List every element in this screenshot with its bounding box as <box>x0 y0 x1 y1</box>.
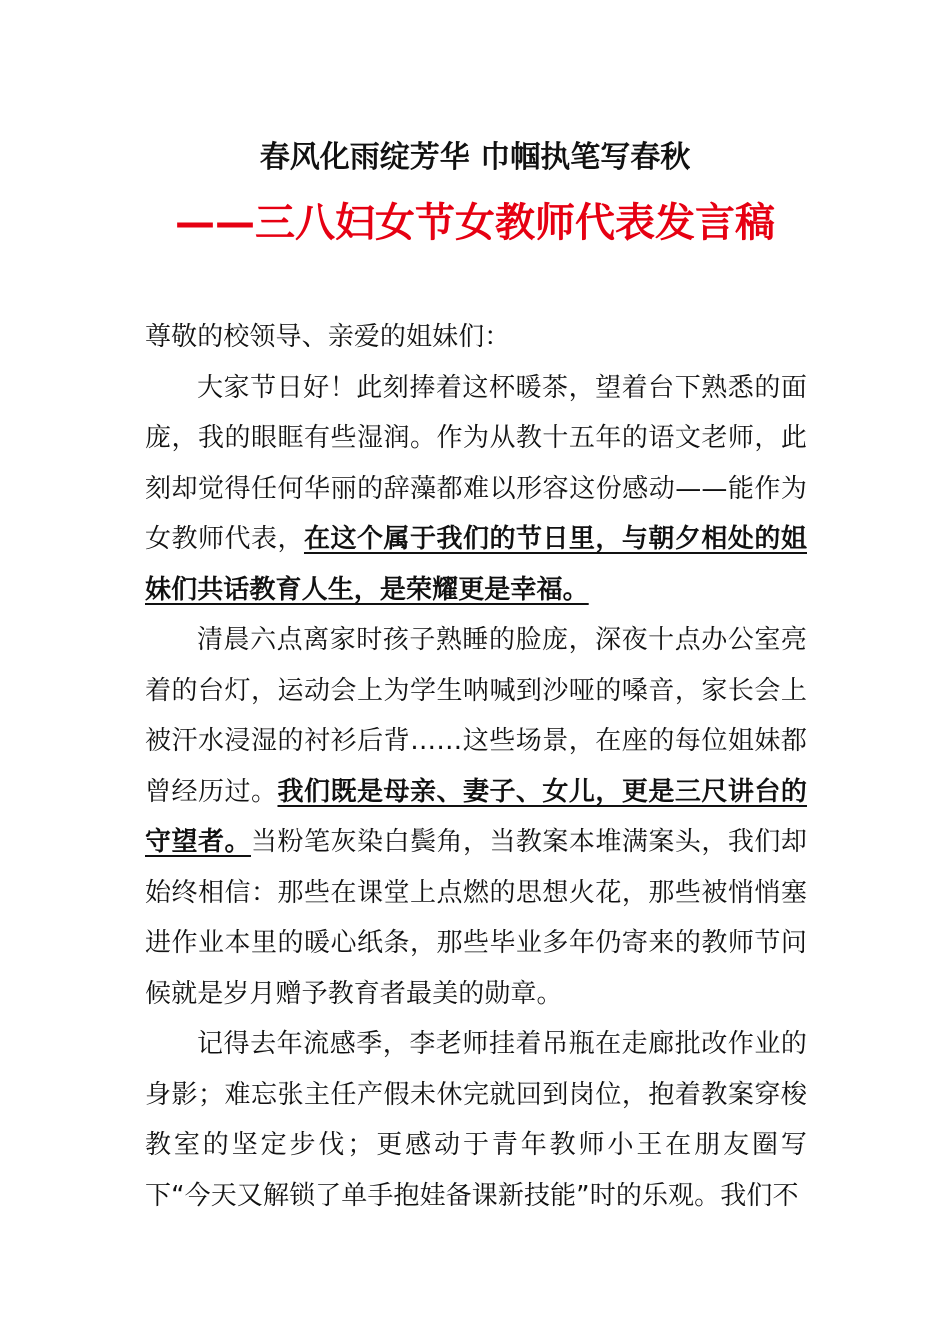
paragraph-3-text: 记得去年流感季，李老师挂着吊瓶在走廊批改作业的身影；难忘张主任产假未休完就回到岗位，抱着教案穿梭教室的坚定步伐；更感动于青年教师小王在朋友圈写下“今天又解锁了单手抱娃备课新技能”时的乐观。我们不 <box>145 1029 807 1211</box>
paragraph-2 <box>145 615 807 1019</box>
paragraph-2-emphasis: 我们既是母亲、妻子、女儿，更是三尺讲台的守望者。 <box>145 776 807 857</box>
paragraph-1 <box>145 363 807 616</box>
salutation: 尊敬的校领导、亲爱的姐妹们： <box>145 322 511 352</box>
paragraph-1-text: 大家节日好！此刻捧着这杯暖茶，望着台下熟悉的面庞，我的眼眶有些湿润。作为从教十五年的语文老师，此刻却觉得任何华丽的辞藻都难以形容这份感动——能作为女教师代表， <box>145 372 807 554</box>
document-body <box>145 312 807 1221</box>
paragraph-2-text-b: 当粉笔灰染白鬓角，当教案本堆满案头，我们却始终相信：那些在课堂上点燃的思想火花，那些被悄悄塞进作业本里的暖心纸条，那些毕业多年仍寄来的教师节问候就是岁月赠予教育者最美的勋章。 <box>145 827 807 1009</box>
document-title: 春风化雨绽芳华 巾帼执笔写春秋 <box>259 140 691 175</box>
paragraph-3 <box>145 1019 807 1221</box>
paragraph-2-text-a: 清晨六点离家时孩子熟睡的脸庞，深夜十点办公室亮着的台灯，运动会上为学生呐喊到沙哑的嗓音，家长会上被汗水浸湿的衬衫后背……这些场景，在座的每位姐妹都曾经历过。 <box>145 625 807 807</box>
document-subtitle: ——三八妇女节女教师代表发言稿 <box>175 200 775 246</box>
paragraph-1-emphasis: 在这个属于我们的节日里，与朝夕相处的姐妹们共话教育人生，是荣耀更是幸福。 <box>145 524 807 605</box>
